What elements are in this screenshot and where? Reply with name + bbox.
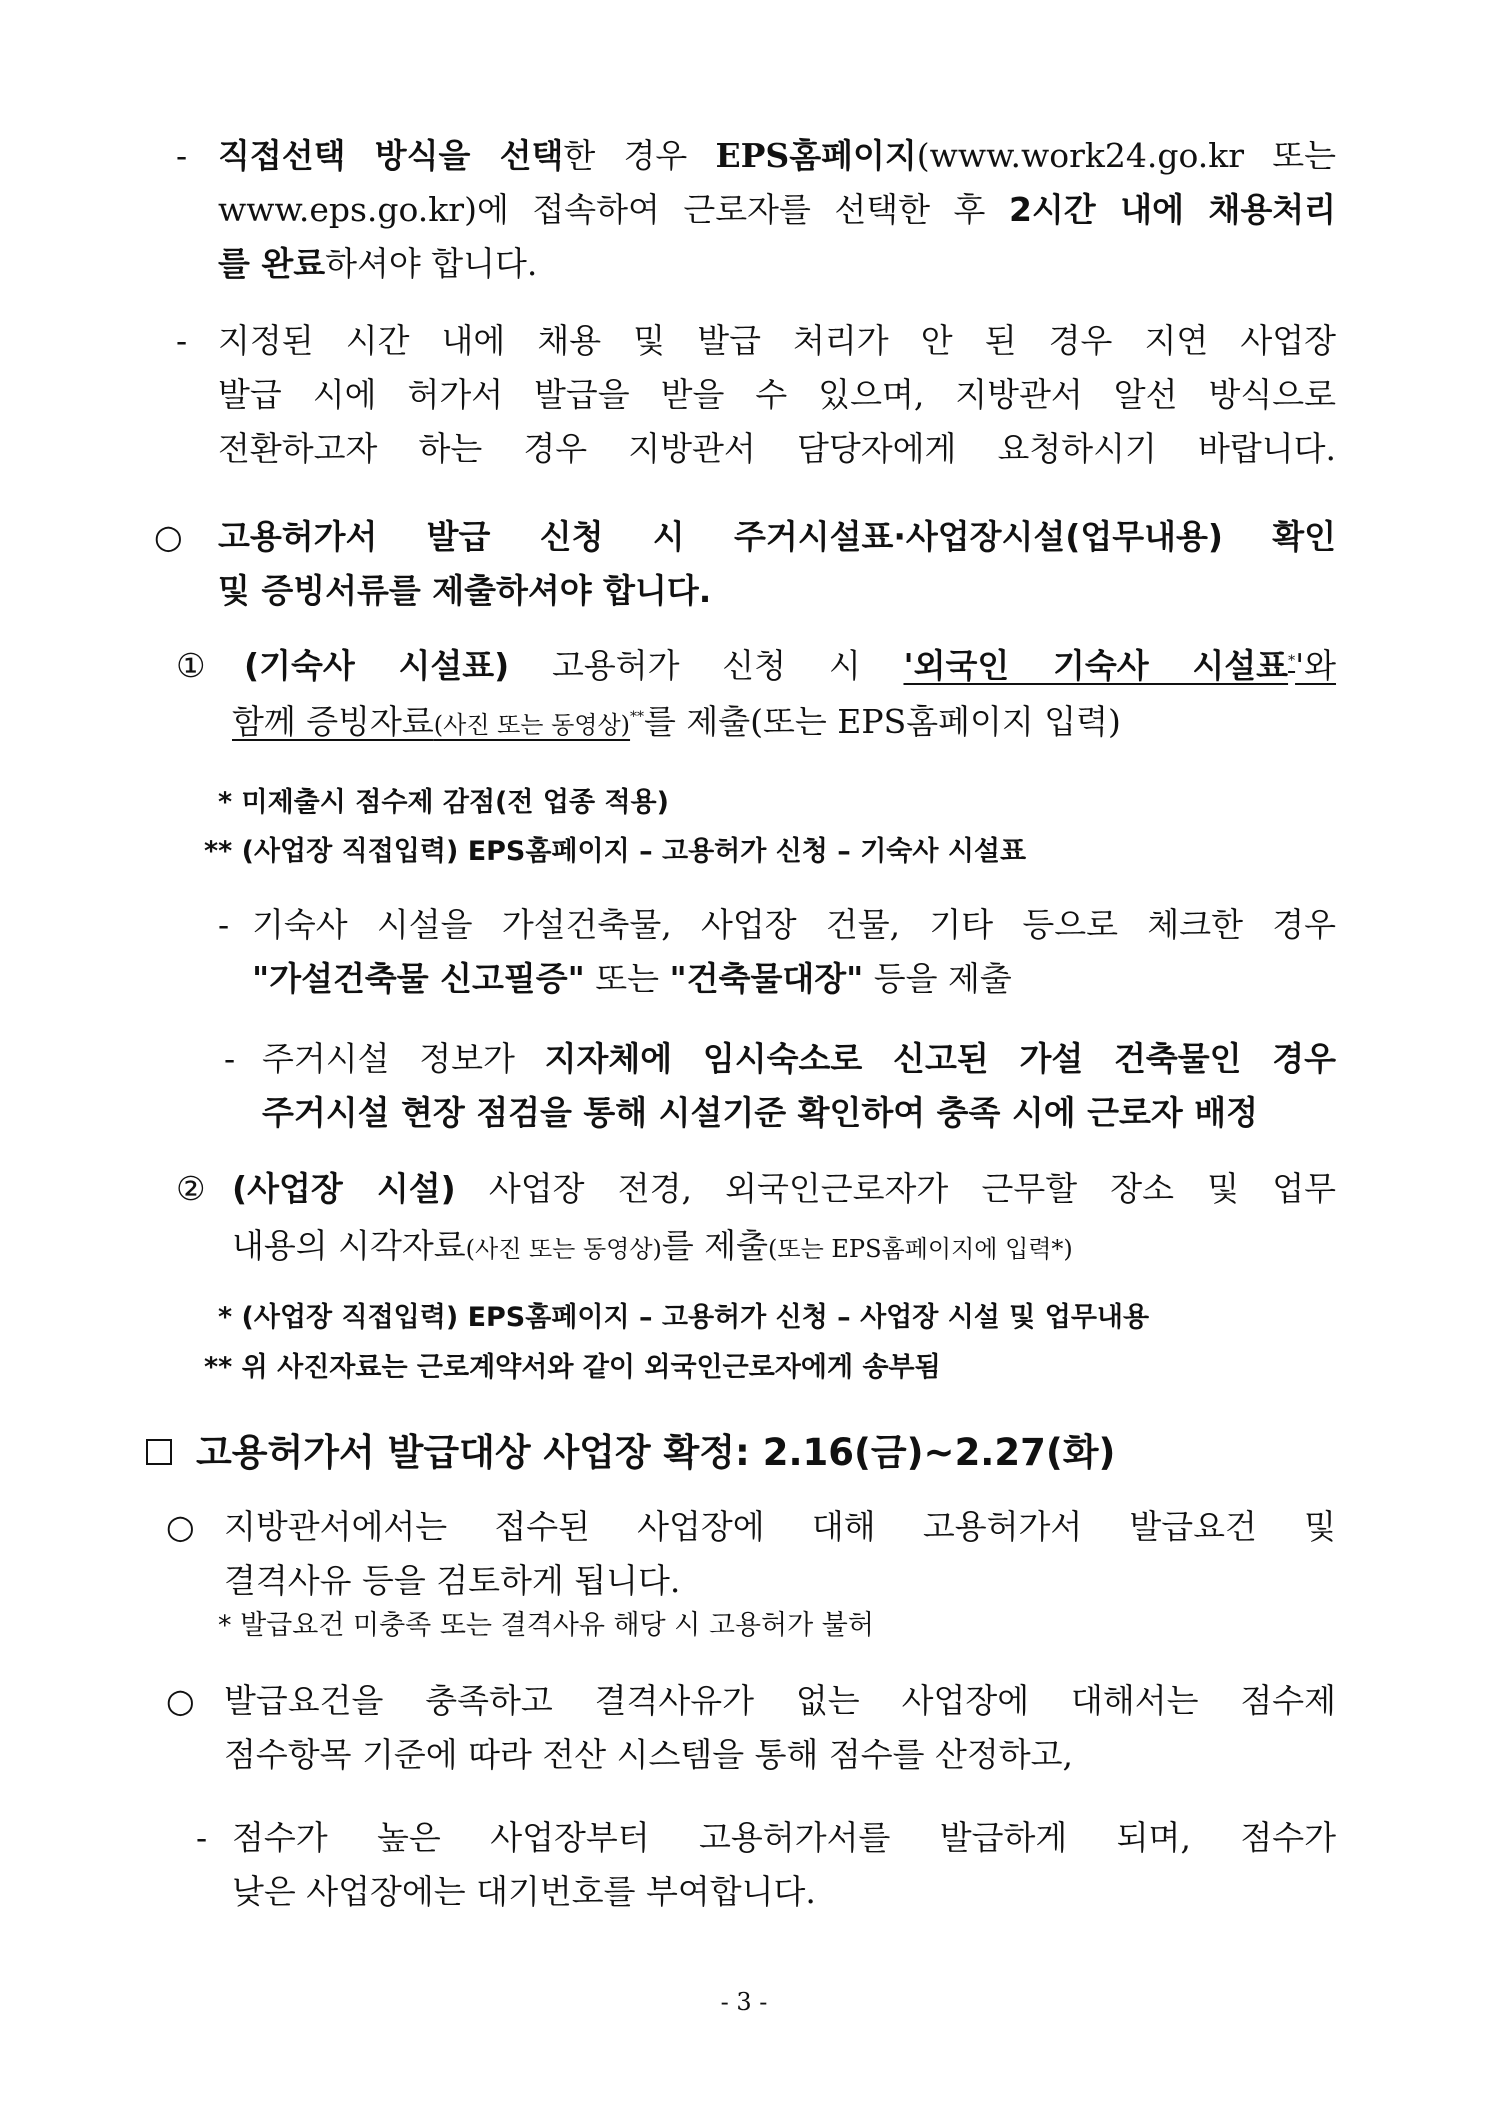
circle-bullet: ○ [166,1507,195,1546]
paragraph-line: 기숙사 시설을 가설건축물, 사업장 건물, 기타 등으로 체크한 경우 [252,905,1336,944]
item-number: ① [176,646,206,685]
footnote: ** (사업장 직접입력) EPS홈페이지 – 고용허가 신청 – 기숙사 시설표 [204,836,1027,867]
paragraph-line: 발급요건을 충족하고 결격사유가 없는 사업장에 대해서는 점수제 [224,1681,1336,1720]
paragraph-line: www.eps.go.kr)에 접속하여 근로자를 선택한 후 2시간 내에 채용처리 [218,190,1336,229]
paragraph-line: 전환하고자 하는 경우 지방관서 담당자에게 요청하시기 바랍니다. [218,429,1336,468]
paragraph-line: 내용의 시각자료(사진 또는 동영상)를 제출(또는 EPS홈페이지에 입력*) [232,1226,1073,1265]
paragraph-line: 함께 증빙자료(사진 또는 동영상)**를 제출(또는 EPS홈페이지 입력) [232,702,1121,741]
paragraph-line: 및 증빙서류를 제출하셔야 합니다. [218,571,712,610]
circle-bullet: ○ [154,517,183,556]
dash-marker: - [196,1818,208,1857]
paragraph-line: 고용허가서 발급 신청 시 주거시설표·사업장시설(업무내용) 확인 [218,517,1336,556]
footnote: * (사업장 직접입력) EPS홈페이지 – 고용허가 신청 – 사업장 시설 및 업무내용 [218,1302,1150,1333]
footnote: * 미제출시 점수제 감점(전 업종 적용) [218,787,669,818]
dash-marker: - [176,136,188,175]
footnote: ** 위 사진자료는 근로계약서와 같이 외국인근로자에게 송부됨 [204,1352,941,1383]
paragraph-line: 결격사유 등을 검토하게 됩니다. [224,1561,681,1600]
paragraph-line: (기숙사 시설표) 고용허가 신청 시 '외국인 기숙사 시설표*'와 [244,646,1337,685]
paragraph-line: 낮은 사업장에는 대기번호를 부여합니다. [232,1872,816,1911]
checkbox-square-icon [146,1439,172,1465]
paragraph-line: 지방관서에서는 접수된 사업장에 대해 고용허가서 발급요건 및 [224,1507,1336,1546]
paragraph-line: 지정된 시간 내에 채용 및 발급 처리가 안 된 경우 지연 사업장 [218,321,1336,360]
dash-marker: - [224,1039,236,1078]
section-title: 고용허가서 발급대상 사업장 확정: 2.16(금)~2.27(화) [196,1431,1116,1474]
dash-marker: - [218,905,230,944]
dash-marker: - [176,321,188,360]
paragraph-line: "가설건축물 신고필증" 또는 "건축물대장" 등을 제출 [252,959,1012,998]
item-number: ② [176,1169,206,1208]
paragraph-line: 발급 시에 허가서 발급을 받을 수 있으며, 지방관서 알선 방식으로 [218,375,1336,414]
circle-bullet: ○ [166,1681,195,1720]
paragraph-line: 직접선택 방식을 선택한 경우 EPS홈페이지(www.work24.go.kr 또는 [218,136,1336,175]
paragraph-line: 주거시설 정보가 지자체에 임시숙소로 신고된 가설 건축물인 경우 [262,1039,1336,1078]
footnote: * 발급요건 미충족 또는 결격사유 해당 시 고용허가 불허 [218,1610,874,1641]
paragraph-line: 를 완료하셔야 합니다. [218,244,538,283]
paragraph-line: 점수가 높은 사업장부터 고용허가서를 발급하게 되며, 점수가 [232,1818,1336,1857]
paragraph-line: (사업장 시설) 사업장 전경, 외국인근로자가 근무할 장소 및 업무 [232,1169,1336,1208]
paragraph-line: 점수항목 기준에 따라 전산 시스템을 통해 점수를 산정하고, [224,1735,1073,1774]
paragraph-line: 주거시설 현장 점검을 통해 시설기준 확인하여 충족 시에 근로자 배정 [262,1093,1258,1132]
page-number: - 3 - [720,1988,768,2016]
